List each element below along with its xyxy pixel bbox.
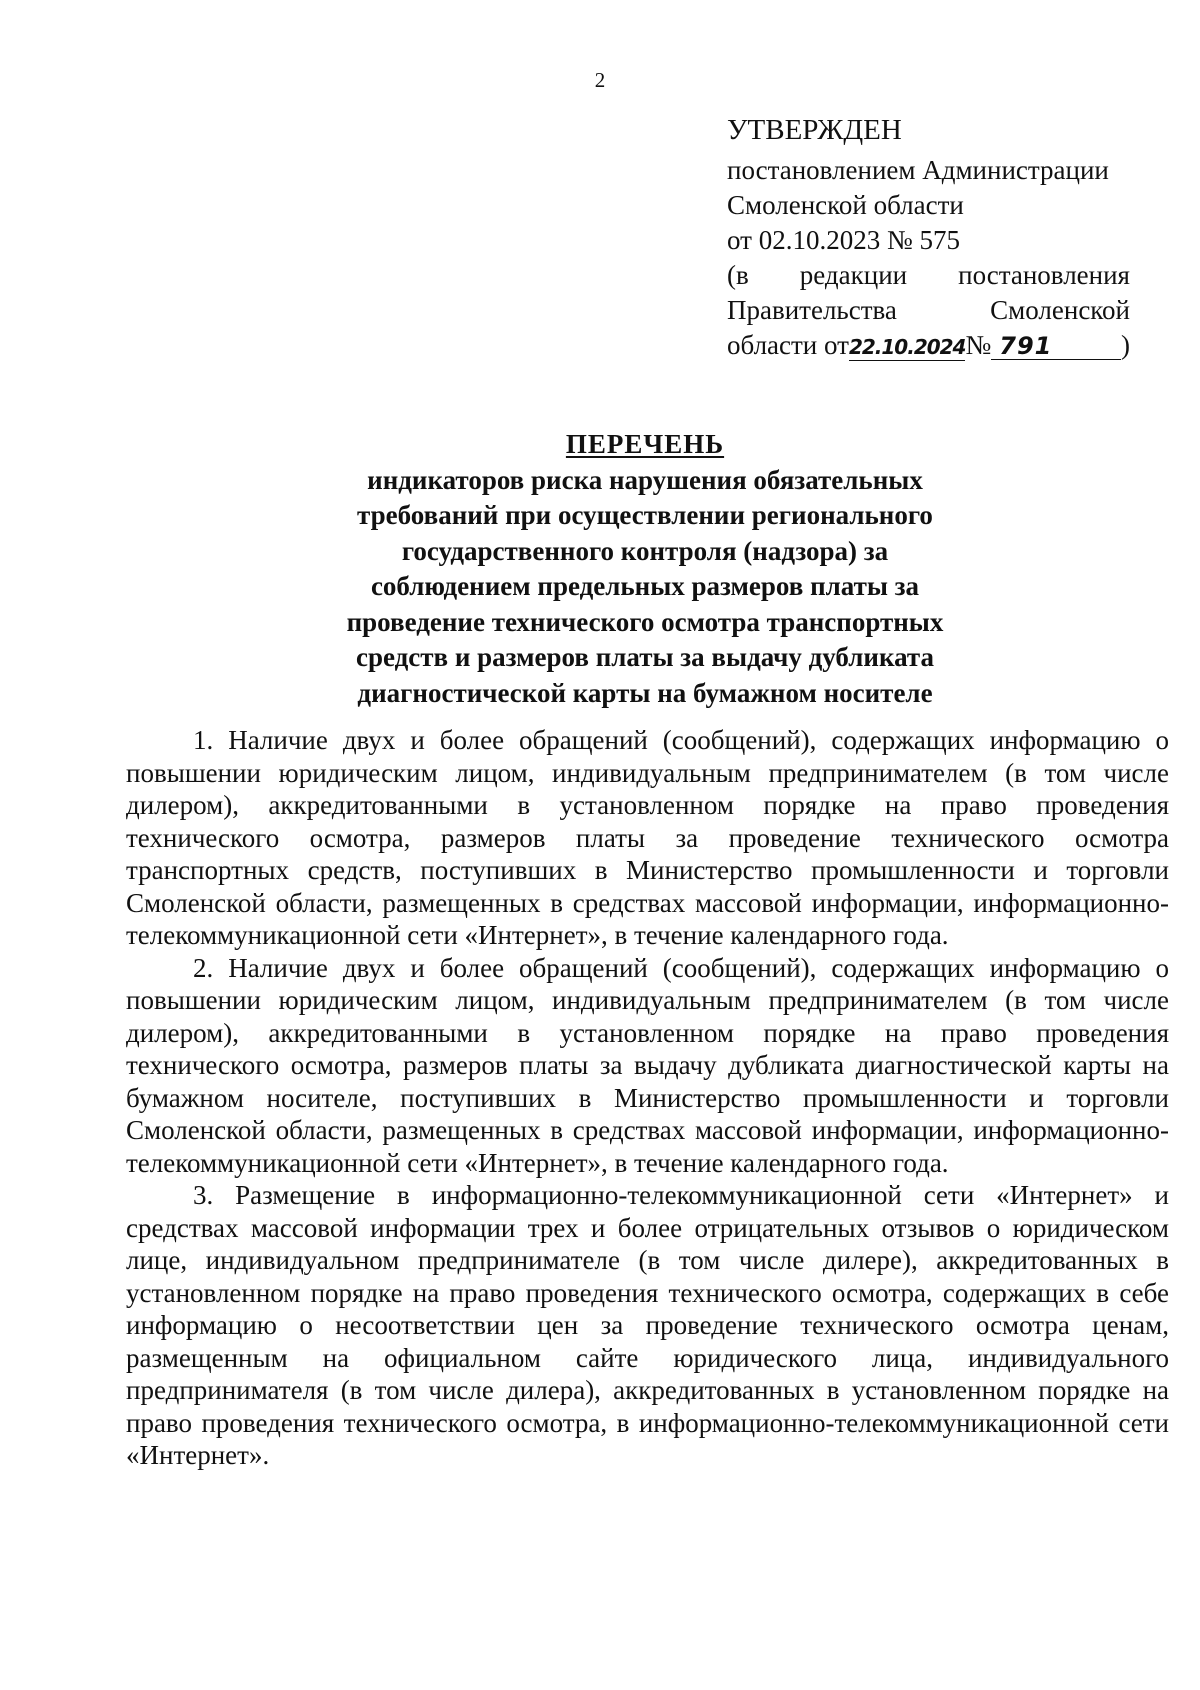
amendment-word-3: постановления — [958, 260, 1130, 290]
title-line-1: индикаторов риска нарушения обязательных — [367, 464, 923, 495]
approved-heading: УТВЕРЖДЕН — [727, 114, 902, 146]
title-line-3: государственного контроля (надзора) за — [401, 535, 889, 566]
amendment-line-3 — [727, 328, 1130, 363]
list-item-3: 3. Размещение в информационно-телекоммуникационной сети «Интернет» и средствах массовой информации трех и более отрицательных отзывов о юридическом лице, индивидуальном предпринимателе (в том числе дилере), аккредитованных в установленном порядке на право проведения технического осмотра, содержащих в себе информацию о несоответствии цен за проведение технического осмотра ценам, размещенным на официальном сайте юридического лица, индивидуального предпринимателя (в том числе дилера), аккредитованных в установленном порядке на право проведения технического осмотра, в информационно-телекоммуникационной сети «Интернет». — [126, 1180, 1169, 1470]
amendment-line-1 — [727, 258, 1130, 293]
number-sign: № — [965, 330, 992, 360]
amendment-word-2: редакции — [799, 260, 908, 290]
title-line-2: требований при осуществлении регионального — [357, 500, 933, 530]
amendment-line-2 — [727, 293, 1130, 328]
document-body — [126, 724, 1169, 1472]
list-item-1: 1. Наличие двух и более обращений (сообщений), содержащих информацию о повышении юридическим лицом, индивидуальным предпринимателем (в том числе дилером), аккредитованными в установленном порядке на право проведения технического осмотра, размеров платы за проведение технического осмотра транспортных средств, поступивших в Министерство промышленности и торговли Смоленской области, размещенных в средствах массовой информации, информационно-телекоммуникационной сети «Интернет», в течение календарного года. — [126, 725, 1169, 950]
title-line-6: средств и размеров платы за выдачу дубликата — [356, 642, 934, 672]
approval-stamp-block — [727, 113, 1130, 363]
list-item-2: 2. Наличие двух и более обращений (сообщений), содержащих информацию о повышении юридическим лицом, индивидуальным предпринимателем (в том числе дилером), аккредитованными в установленном порядке на право проведения технического осмотра, размеров платы за выдачу дубликата диагностической карты на бумажном носителе, поступивших в Министерство промышленности и торговли Смоленской области, размещенных в средствах массовой информации, информационно-телекоммуникационной сети «Интернет», в течение календарного года. — [126, 952, 1169, 1178]
amendment-prefix: области от — [727, 330, 849, 360]
title-heading: ПЕРЕЧЕНЬ — [565, 429, 725, 459]
page-number: 2 — [594, 68, 606, 92]
amendment-word-5: Смоленской — [990, 295, 1130, 325]
title-line-7: диагностической карты на бумажном носителе — [357, 677, 933, 708]
amendment-word-1: (в — [727, 260, 749, 290]
title-line-5: проведение технического осмотра транспортных — [346, 606, 944, 637]
amendment-close: ) — [1121, 330, 1130, 360]
handwritten-date: 22.10.2024 — [848, 335, 966, 359]
title-line-4: соблюдением предельных размеров платы за — [370, 571, 920, 601]
amendment-word-4: Правительства — [727, 295, 897, 325]
approval-line-2: Смоленской области — [727, 190, 964, 220]
document-title — [120, 427, 1170, 711]
approval-line-3: от 02.10.2023 № 575 — [727, 225, 960, 255]
handwritten-number: 791 — [991, 333, 1121, 360]
approval-line-1: постановлением Администрации — [727, 155, 1109, 185]
